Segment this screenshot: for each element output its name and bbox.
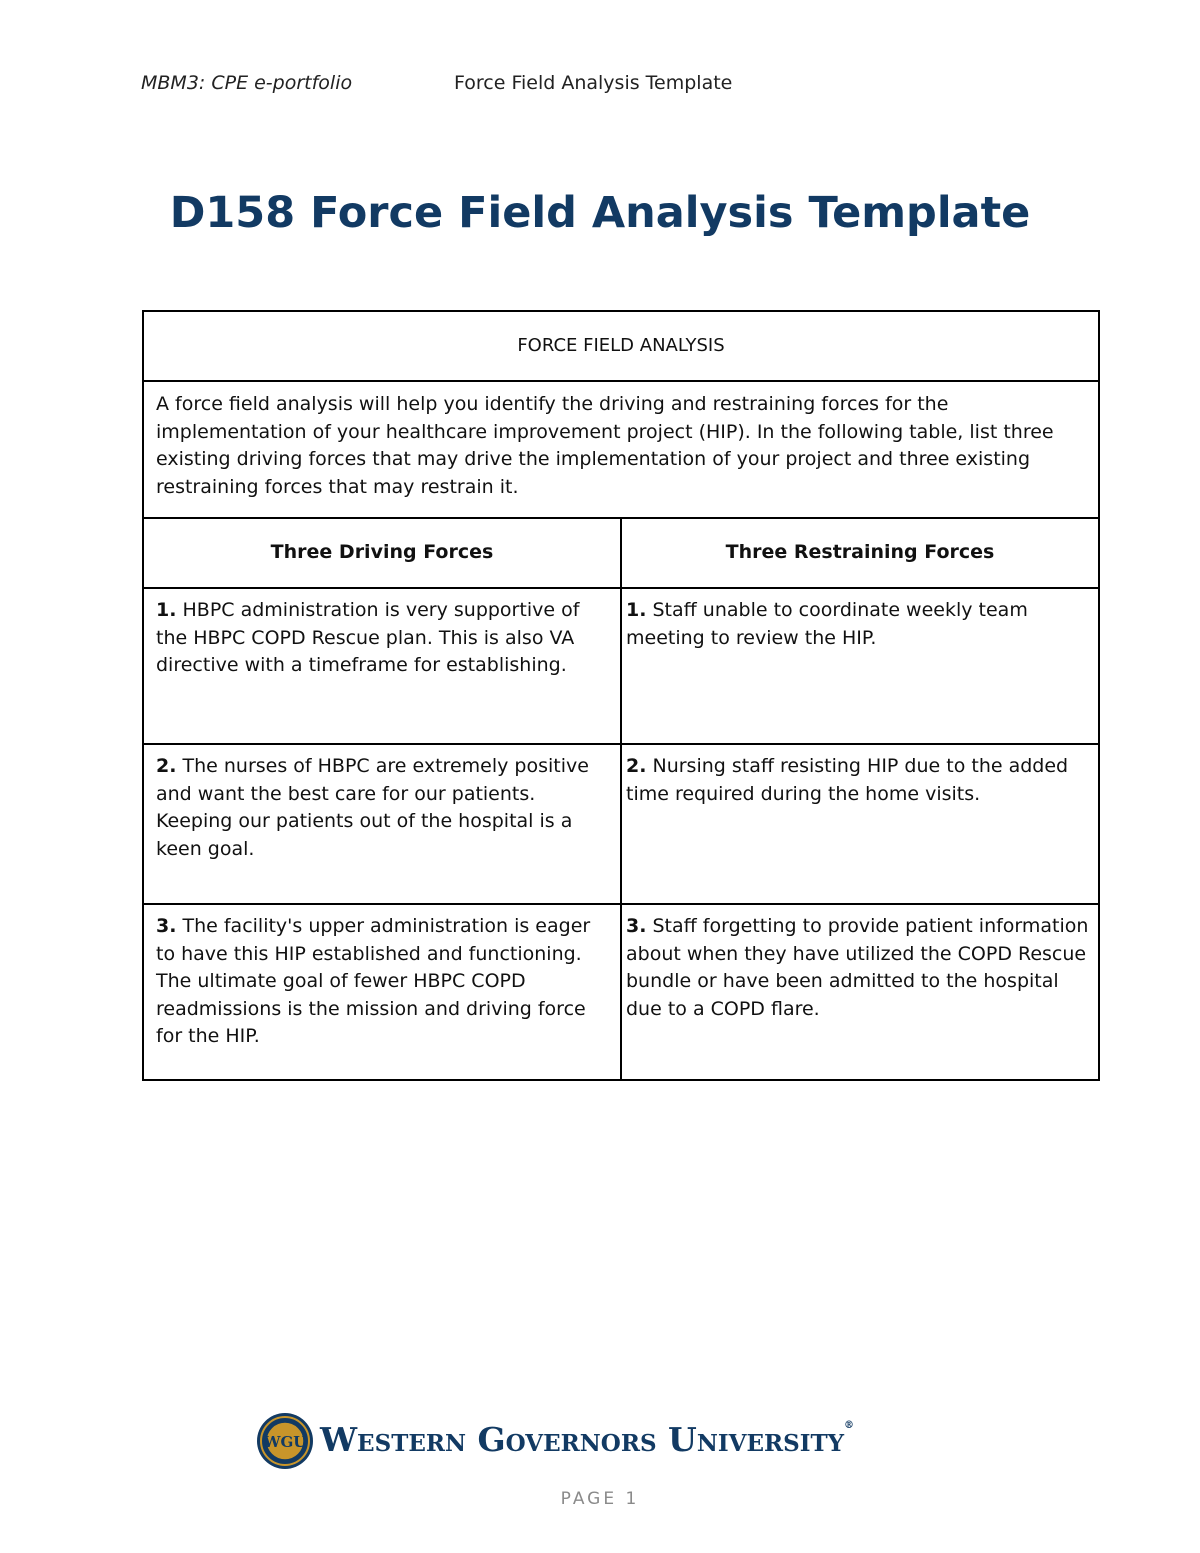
table-row bbox=[143, 744, 1099, 904]
driving-force-cell bbox=[143, 904, 621, 1080]
table-row bbox=[143, 904, 1099, 1080]
driving-force-text: The facility's upper administration is eager to have this HIP established and functioning. The ultimate goal of fewer HBPC COPD readmissions is the mission and driving force for the HIP. bbox=[156, 915, 591, 1047]
table-caption: FORCE FIELD ANALYSIS bbox=[143, 311, 1099, 381]
restraining-force-cell bbox=[621, 744, 1099, 904]
university-logo bbox=[256, 1410, 906, 1472]
force-field-table bbox=[142, 310, 1100, 1081]
item-number: 3. bbox=[626, 915, 647, 937]
restraining-force-cell bbox=[621, 904, 1099, 1080]
page-number: PAGE 1 bbox=[560, 1489, 640, 1509]
restraining-force-text: Nursing staff resisting HIP due to the added time required during the home visits. bbox=[626, 755, 1069, 805]
item-number: 1. bbox=[626, 599, 647, 621]
item-number: 2. bbox=[626, 755, 647, 777]
column-header-restraining: Three Restraining Forces bbox=[621, 518, 1099, 588]
item-number: 1. bbox=[156, 599, 177, 621]
header-left: MBM3: CPE e-portfolio bbox=[141, 72, 353, 94]
item-number: 2. bbox=[156, 755, 177, 777]
table-intro: A force field analysis will help you identify the driving and restraining forces for the implementation of your healthcare improvement project (HIP). In the following table, list three existing driving forces that may drive the implementation of your project and three existing restraining forces that may restrain it. bbox=[143, 381, 1099, 518]
seal-initials: WGU bbox=[263, 1433, 307, 1451]
header-right: Force Field Analysis Template bbox=[454, 72, 733, 94]
item-number: 3. bbox=[156, 915, 177, 937]
page-title: D158 Force Field Analysis Template bbox=[169, 188, 1031, 238]
restraining-force-text: Staff unable to coordinate weekly team meeting to review the HIP. bbox=[626, 599, 1028, 649]
restraining-force-cell bbox=[621, 588, 1099, 744]
logo-wordmark: Western Governors University® bbox=[320, 1420, 855, 1459]
driving-force-cell bbox=[143, 588, 621, 744]
driving-force-text: The nurses of HBPC are extremely positive and want the best care for our patients. Keeping our patients out of the hospital is a keen goal. bbox=[156, 755, 589, 860]
column-header-driving: Three Driving Forces bbox=[143, 518, 621, 588]
table-row bbox=[143, 588, 1099, 744]
logo-text: Western Governors University bbox=[320, 1420, 845, 1459]
university-seal-icon bbox=[256, 1412, 314, 1470]
driving-force-cell bbox=[143, 744, 621, 904]
restraining-force-text: Staff forgetting to provide patient information about when they have utilized the COPD Rescue bundle or have been admitted to the hospital due to a COPD flare. bbox=[626, 915, 1089, 1020]
driving-force-text: HBPC administration is very supportive of the HBPC COPD Rescue plan. This is also VA directive with a timeframe for establishing. bbox=[156, 599, 580, 676]
